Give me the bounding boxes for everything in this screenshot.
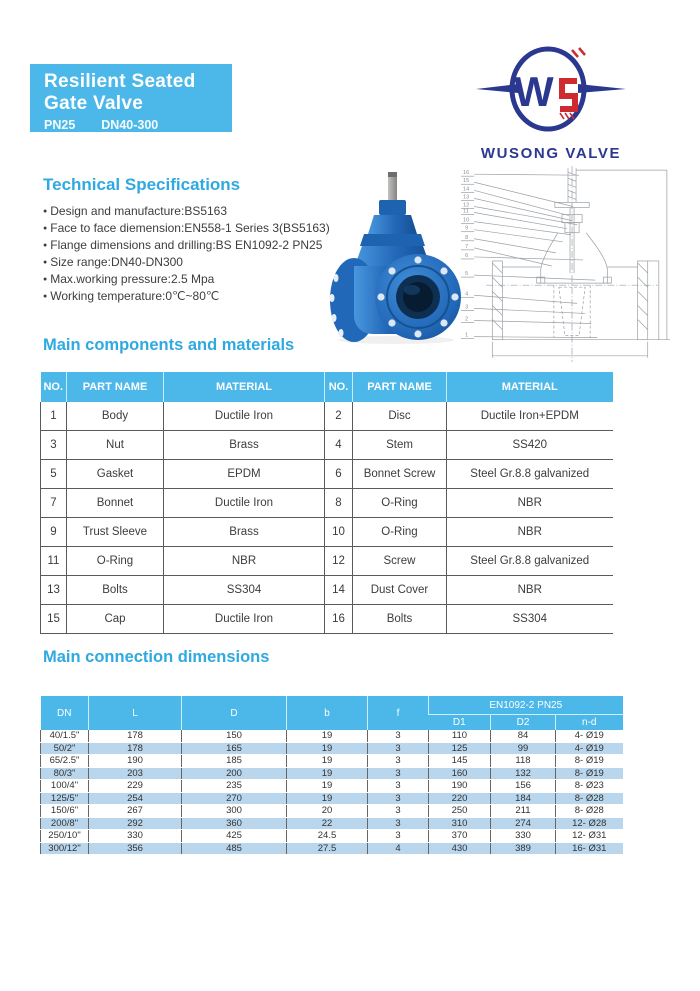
table-cell: Bolts: [353, 605, 447, 634]
components-table: [40, 372, 613, 634]
svg-text:10: 10: [463, 217, 470, 224]
table-cell: 118: [491, 755, 556, 768]
table-cell: 3: [368, 792, 429, 805]
table-cell: Ductile Iron: [164, 605, 325, 634]
table-cell: Screw: [353, 547, 447, 576]
table-cell: 3: [368, 730, 429, 742]
spec-bullet-list: [43, 203, 330, 305]
spec-bullet-item: ● Face to face diemension:EN558-1 Series 3(BS5163): [43, 220, 330, 237]
table-cell: 3: [368, 767, 429, 780]
column-header: D1: [429, 715, 491, 731]
table-cell: 200/8": [41, 817, 89, 830]
product-subtitle: [44, 118, 232, 132]
table-cell: 150: [182, 730, 287, 742]
svg-text:7: 7: [465, 243, 469, 250]
table-cell: 203: [89, 767, 182, 780]
table-cell: Ductile Iron: [164, 489, 325, 518]
svg-text:9: 9: [465, 225, 469, 232]
table-cell: 3: [368, 755, 429, 768]
table-cell: 1: [41, 402, 67, 431]
table-cell: NBR: [164, 547, 325, 576]
brand-logo: [476, 44, 626, 162]
table-cell: 8- Ø19: [556, 755, 623, 768]
svg-text:13: 13: [463, 194, 470, 201]
table-row: [41, 830, 623, 843]
table-cell: 24.5: [287, 830, 368, 843]
svg-text:3: 3: [465, 304, 469, 311]
table-cell: 485: [182, 842, 287, 855]
table-cell: 125: [429, 742, 491, 755]
table-cell: Stem: [353, 431, 447, 460]
table-row: [41, 730, 623, 742]
table-row: [41, 547, 613, 576]
table-cell: 250/10": [41, 830, 89, 843]
svg-text:2: 2: [465, 316, 469, 323]
table-cell: 178: [89, 742, 182, 755]
table-cell: 220: [429, 792, 491, 805]
table-cell: SS420: [447, 431, 613, 460]
column-header: L: [89, 696, 182, 730]
table-cell: 8- Ø23: [556, 780, 623, 793]
table-cell: 4: [325, 431, 353, 460]
table-cell: 3: [368, 780, 429, 793]
table-cell: 370: [429, 830, 491, 843]
table-cell: 13: [41, 576, 67, 605]
table-cell: 425: [182, 830, 287, 843]
table-cell: 19: [287, 792, 368, 805]
tech-specs-heading: Technical Specifications: [43, 175, 241, 194]
table-cell: 100/4": [41, 780, 89, 793]
table-cell: 40/1.5": [41, 730, 89, 742]
table-cell: 360: [182, 817, 287, 830]
svg-text:15: 15: [463, 178, 470, 185]
table-row: [41, 780, 623, 793]
svg-text:W: W: [514, 68, 554, 115]
table-cell: 12- Ø31: [556, 830, 623, 843]
table-cell: 7: [41, 489, 67, 518]
table-cell: 12: [325, 547, 353, 576]
table-row: [41, 742, 623, 755]
product-title-line2: Gate Valve: [44, 93, 144, 114]
table-cell: 185: [182, 755, 287, 768]
svg-text:5: 5: [465, 271, 469, 278]
table-cell: 50/2": [41, 742, 89, 755]
table-cell: Dust Cover: [353, 576, 447, 605]
table-cell: 19: [287, 742, 368, 755]
table-cell: 3: [368, 830, 429, 843]
valve-photo: [328, 170, 463, 345]
table-cell: 15: [41, 605, 67, 634]
table-cell: 200: [182, 767, 287, 780]
svg-text:1: 1: [465, 332, 469, 339]
table-cell: 145: [429, 755, 491, 768]
table-cell: SS304: [164, 576, 325, 605]
table-cell: 190: [89, 755, 182, 768]
spec-bullet-item: ● Design and manufacture:BS5163: [43, 203, 330, 220]
table-cell: 19: [287, 730, 368, 742]
table-cell: 229: [89, 780, 182, 793]
pressure-rating: PN25: [44, 118, 76, 132]
wusong-logo-icon: [476, 44, 626, 139]
table-cell: Bonnet Screw: [353, 460, 447, 489]
table-cell: Body: [67, 402, 164, 431]
table-cell: 16: [325, 605, 353, 634]
column-header: b: [287, 696, 368, 730]
table-cell: 356: [89, 842, 182, 855]
table-cell: NBR: [447, 518, 613, 547]
table-cell: 430: [429, 842, 491, 855]
table-cell: 178: [89, 730, 182, 742]
svg-text:12: 12: [463, 202, 470, 209]
table-cell: Brass: [164, 431, 325, 460]
table-row: [41, 402, 613, 431]
table-row: [41, 767, 623, 780]
table-cell: O-Ring: [67, 547, 164, 576]
table-cell: 19: [287, 767, 368, 780]
column-header: n-d: [556, 715, 623, 731]
table-cell: 19: [287, 780, 368, 793]
table-cell: 3: [368, 742, 429, 755]
table-cell: 292: [89, 817, 182, 830]
dimensions-header-row: [41, 696, 623, 715]
table-row: [41, 792, 623, 805]
column-header: D2: [491, 715, 556, 731]
table-cell: 65/2.5": [41, 755, 89, 768]
table-cell: 300/12": [41, 842, 89, 855]
table-cell: 84: [491, 730, 556, 742]
table-cell: Gasket: [67, 460, 164, 489]
column-header: MATERIAL: [164, 372, 325, 402]
table-cell: 8: [325, 489, 353, 518]
svg-text:4: 4: [465, 291, 469, 298]
column-header: PART NAME: [353, 372, 447, 402]
table-cell: 4: [368, 842, 429, 855]
table-cell: 3: [41, 431, 67, 460]
table-cell: 99: [491, 742, 556, 755]
table-cell: 150/6": [41, 805, 89, 818]
valve-technical-drawing: [458, 164, 680, 366]
table-cell: 19: [287, 755, 368, 768]
table-cell: 110: [429, 730, 491, 742]
table-cell: O-Ring: [353, 489, 447, 518]
svg-text:6: 6: [465, 252, 469, 259]
table-cell: 190: [429, 780, 491, 793]
table-cell: Cap: [67, 605, 164, 634]
table-cell: 10: [325, 518, 353, 547]
table-cell: 27.5: [287, 842, 368, 855]
table-cell: 9: [41, 518, 67, 547]
table-cell: 20: [287, 805, 368, 818]
table-cell: 2: [325, 402, 353, 431]
table-cell: 267: [89, 805, 182, 818]
table-cell: EPDM: [164, 460, 325, 489]
svg-text:16: 16: [463, 170, 470, 177]
table-row: [41, 576, 613, 605]
table-cell: 235: [182, 780, 287, 793]
table-cell: O-Ring: [353, 518, 447, 547]
table-cell: 4- Ø19: [556, 730, 623, 742]
table-cell: 8- Ø28: [556, 792, 623, 805]
table-row: [41, 842, 623, 855]
table-cell: Bonnet: [67, 489, 164, 518]
table-cell: Ductile Iron+EPDM: [447, 402, 613, 431]
column-header: NO.: [325, 372, 353, 402]
table-cell: 330: [89, 830, 182, 843]
table-row: [41, 805, 623, 818]
table-cell: Bolts: [67, 576, 164, 605]
table-cell: 389: [491, 842, 556, 855]
components-header-row: [41, 372, 613, 402]
table-cell: NBR: [447, 576, 613, 605]
table-cell: Brass: [164, 518, 325, 547]
table-cell: 8- Ø28: [556, 805, 623, 818]
table-row: [41, 460, 613, 489]
table-row: [41, 518, 613, 547]
table-cell: NBR: [447, 489, 613, 518]
svg-text:11: 11: [463, 208, 469, 215]
table-cell: 80/3": [41, 767, 89, 780]
table-cell: 300: [182, 805, 287, 818]
svg-text:8: 8: [465, 234, 469, 241]
table-cell: 184: [491, 792, 556, 805]
table-cell: 330: [491, 830, 556, 843]
column-header: f: [368, 696, 429, 730]
table-cell: Trust Sleeve: [67, 518, 164, 547]
table-cell: Ductile Iron: [164, 402, 325, 431]
table-cell: 250: [429, 805, 491, 818]
components-heading: Main components and materials: [43, 336, 295, 354]
spec-bullet-item: ● Flange dimensions and drilling:BS EN1092-2 PN25: [43, 237, 330, 254]
table-cell: 160: [429, 767, 491, 780]
table-cell: 16- Ø31: [556, 842, 623, 855]
table-cell: 254: [89, 792, 182, 805]
table-cell: 3: [368, 805, 429, 818]
spec-bullet-item: ● Max.working pressure:2.5 Mpa: [43, 271, 330, 288]
column-header: PART NAME: [67, 372, 164, 402]
table-cell: Nut: [67, 431, 164, 460]
table-cell: 4- Ø19: [556, 742, 623, 755]
table-row: [41, 755, 623, 768]
product-title-line1: Resilient Seated: [44, 71, 196, 92]
table-cell: Steel Gr.8.8 galvanized: [447, 460, 613, 489]
table-cell: 22: [287, 817, 368, 830]
table-row: [41, 605, 613, 634]
table-cell: 211: [491, 805, 556, 818]
table-cell: 12- Ø28: [556, 817, 623, 830]
dimensions-heading: Main connection dimensions: [43, 648, 270, 666]
column-header: MATERIAL: [447, 372, 613, 402]
table-cell: 8- Ø19: [556, 767, 623, 780]
column-header: D: [182, 696, 287, 730]
table-cell: 5: [41, 460, 67, 489]
table-row: [41, 431, 613, 460]
column-group-header: EN1092-2 PN25: [429, 696, 623, 715]
dimensions-table: [40, 696, 623, 855]
table-cell: 11: [41, 547, 67, 576]
table-cell: Steel Gr.8.8 galvanized: [447, 547, 613, 576]
table-cell: 156: [491, 780, 556, 793]
table-cell: Disc: [353, 402, 447, 431]
table-row: [41, 489, 613, 518]
table-cell: 274: [491, 817, 556, 830]
drawing-part-numbers: [463, 170, 469, 338]
table-cell: 270: [182, 792, 287, 805]
table-cell: 3: [368, 817, 429, 830]
spec-bullet-item: ● Size range:DN40-DN300: [43, 254, 330, 271]
title-block: [30, 64, 232, 132]
brand-name: WUSONG VALVE: [480, 145, 622, 162]
table-cell: SS304: [447, 605, 613, 634]
table-cell: 14: [325, 576, 353, 605]
size-range: DN40-300: [101, 118, 159, 132]
table-cell: 125/5": [41, 792, 89, 805]
svg-text:14: 14: [463, 186, 470, 193]
table-cell: 6: [325, 460, 353, 489]
table-row: [41, 817, 623, 830]
table-cell: 310: [429, 817, 491, 830]
column-header: DN: [41, 696, 89, 730]
spec-bullet-item: ● Working temperature:0℃~80℃: [43, 288, 330, 305]
table-cell: 132: [491, 767, 556, 780]
table-cell: 165: [182, 742, 287, 755]
column-header: NO.: [41, 372, 67, 402]
